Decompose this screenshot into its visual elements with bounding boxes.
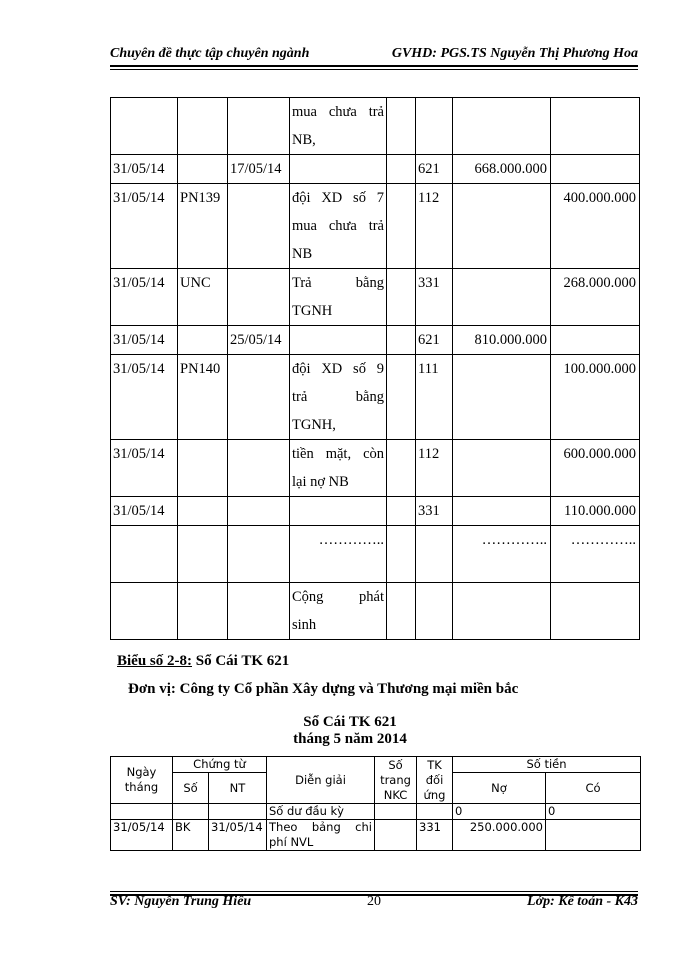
journal-date: 31/05/14 — [111, 326, 178, 355]
ledger-title: Sổ Cái TK 621 — [303, 714, 397, 730]
journal-desc-line: TGNH, — [292, 417, 336, 433]
col-voucher-header: Chứng từ — [173, 757, 267, 773]
journal-doc-no: PN140 — [178, 355, 228, 440]
col-acct-header: TK đối ứng — [417, 757, 453, 804]
ledger-page — [375, 804, 417, 820]
journal-doc-no: UNC — [178, 269, 228, 326]
journal-doc-date — [228, 440, 290, 497]
col-amount-header: Số tiền — [453, 757, 641, 773]
journal-blank — [387, 98, 416, 155]
journal-date — [111, 583, 178, 640]
journal-doc-no — [178, 526, 228, 583]
journal-acct: 111 — [416, 355, 453, 440]
journal-doc-no — [178, 583, 228, 640]
journal-desc — [290, 326, 387, 355]
journal-desc-line: NB — [292, 246, 313, 262]
ledger-table — [110, 756, 641, 851]
journal-credit: 600.000.000 — [551, 440, 640, 497]
journal-debit: 810.000.000 — [453, 326, 551, 355]
col-debit-header: Nợ — [453, 773, 546, 804]
journal-doc-date: 25/05/14 — [228, 326, 290, 355]
journal-date: 31/05/14 — [111, 184, 178, 269]
journal-debit — [453, 440, 551, 497]
ledger-debit: 250.000.000 — [453, 820, 546, 851]
journal-doc-no — [178, 497, 228, 526]
journal-debit — [453, 497, 551, 526]
header-rule — [110, 65, 638, 67]
journal-blank — [387, 583, 416, 640]
journal-debit — [453, 355, 551, 440]
journal-debit: 668.000.000 — [453, 155, 551, 184]
ledger-date: 31/05/14 — [111, 820, 173, 851]
ledger-header-row — [111, 757, 641, 773]
journal-doc-date — [228, 583, 290, 640]
journal-desc — [290, 526, 387, 583]
journal-desc-line — [292, 497, 384, 525]
journal-desc — [290, 155, 387, 184]
ledger-page — [375, 820, 417, 851]
ledger-date — [111, 804, 173, 820]
journal-blank — [387, 269, 416, 326]
col-page-header: Số trang NKC — [375, 757, 417, 804]
ledger-acct — [417, 804, 453, 820]
journal-desc-line: Cộng phát — [292, 589, 384, 605]
journal-credit — [551, 326, 640, 355]
journal-acct: 331 — [416, 269, 453, 326]
journal-row — [111, 355, 640, 440]
journal-date — [111, 98, 178, 155]
ledger-so: BK — [173, 820, 209, 851]
ledger-credit: 0 — [546, 804, 641, 820]
header-advisor: GVHD: PGS.TS Nguyễn Thị Phương Hoa — [391, 46, 638, 61]
journal-blank — [387, 440, 416, 497]
journal-desc — [290, 497, 387, 526]
journal-desc-line: mua chưa trả — [292, 104, 384, 120]
journal-row — [111, 583, 640, 640]
journal-date: 31/05/14 — [111, 355, 178, 440]
ledger-period: tháng 5 năm 2014 — [293, 731, 407, 747]
journal-doc-no — [178, 326, 228, 355]
journal-doc-no — [178, 155, 228, 184]
journal-acct: 621 — [416, 155, 453, 184]
journal-row — [111, 269, 640, 326]
ledger-desc — [267, 820, 375, 851]
journal-doc-date — [228, 98, 290, 155]
journal-desc — [290, 269, 387, 326]
journal-row — [111, 326, 640, 355]
ledger-nt — [209, 804, 267, 820]
col-so-header: Số — [173, 773, 209, 804]
journal-desc-line: Trả bằng — [292, 275, 384, 291]
journal-acct: 331 — [416, 497, 453, 526]
journal-doc-date — [228, 497, 290, 526]
journal-credit: 268.000.000 — [551, 269, 640, 326]
journal-row — [111, 497, 640, 526]
journal-date: 31/05/14 — [111, 497, 178, 526]
journal-debit — [453, 269, 551, 326]
journal-doc-no: PN139 — [178, 184, 228, 269]
journal-desc-line — [292, 155, 384, 183]
company-unit: Đơn vị: Công ty Cổ phần Xây dựng và Thương mại miền bắc — [128, 681, 519, 697]
col-credit-header: Có — [546, 773, 641, 804]
header-topic: Chuyên đề thực tập chuyên ngành — [110, 46, 310, 61]
journal-credit — [551, 98, 640, 155]
journal-row — [111, 184, 640, 269]
ledger-so — [173, 804, 209, 820]
journal-desc-line — [292, 554, 384, 582]
ledger-debit: 0 — [453, 804, 546, 820]
journal-blank — [387, 326, 416, 355]
journal-desc-line — [292, 326, 384, 354]
journal-blank — [387, 497, 416, 526]
journal-credit: ………….. — [551, 526, 640, 583]
journal-desc — [290, 440, 387, 497]
journal-table — [110, 97, 640, 640]
journal-credit — [551, 583, 640, 640]
ledger-row — [111, 804, 641, 820]
journal-row — [111, 155, 640, 184]
journal-desc — [290, 583, 387, 640]
journal-acct — [416, 98, 453, 155]
journal-desc — [290, 355, 387, 440]
journal-date — [111, 526, 178, 583]
journal-desc-line: ………….. — [318, 532, 384, 548]
journal-row — [111, 526, 640, 583]
journal-credit: 100.000.000 — [551, 355, 640, 440]
journal-acct: 112 — [416, 440, 453, 497]
journal-blank — [387, 526, 416, 583]
ledger-desc: Số dư đầu kỳ — [267, 804, 375, 820]
journal-desc-line: TGNH — [292, 303, 333, 319]
page-number: 20 — [367, 894, 381, 909]
ledger-nt: 31/05/14 — [209, 820, 267, 851]
journal-doc-date — [228, 526, 290, 583]
journal-debit — [453, 98, 551, 155]
journal-date: 31/05/14 — [111, 269, 178, 326]
journal-credit: 400.000.000 — [551, 184, 640, 269]
col-desc-header: Diễn giải — [267, 757, 375, 804]
journal-doc-date — [228, 184, 290, 269]
journal-acct — [416, 526, 453, 583]
col-nt-header: NT — [209, 773, 267, 804]
footer-student: SV: Nguyễn Trung Hiếu — [110, 894, 252, 909]
journal-date: 31/05/14 — [111, 155, 178, 184]
journal-doc-date — [228, 269, 290, 326]
journal-desc-line: trả bằng — [292, 389, 384, 405]
journal-desc-line: sinh — [292, 617, 317, 633]
journal-blank — [387, 355, 416, 440]
ledger-credit — [546, 820, 641, 851]
journal-desc-line: mua chưa trả — [292, 218, 384, 234]
section-label-number: Biểu số 2-8: — [117, 653, 192, 669]
journal-row — [111, 440, 640, 497]
journal-desc-line: đội XD số 7 — [292, 190, 384, 206]
journal-blank — [387, 155, 416, 184]
journal-debit: ………….. — [453, 526, 551, 583]
ledger-desc-line: Theo bảng chi — [269, 820, 372, 834]
journal-desc-line: lại nợ NB — [292, 474, 349, 490]
ledger-desc-line: phí NVL — [269, 835, 314, 849]
journal-row — [111, 98, 640, 155]
journal-credit: 110.000.000 — [551, 497, 640, 526]
journal-date: 31/05/14 — [111, 440, 178, 497]
header-rule-thin — [110, 69, 638, 70]
ledger-row — [111, 820, 641, 851]
journal-acct: 621 — [416, 326, 453, 355]
journal-doc-date: 17/05/14 — [228, 155, 290, 184]
col-date-header: Ngày tháng — [111, 757, 173, 804]
ledger-acct: 331 — [417, 820, 453, 851]
journal-acct — [416, 583, 453, 640]
journal-desc — [290, 98, 387, 155]
journal-doc-date — [228, 355, 290, 440]
journal-debit — [453, 184, 551, 269]
journal-desc-line: đội XD số 9 — [292, 361, 384, 377]
journal-desc — [290, 184, 387, 269]
section-label-title: Sổ Cái TK 621 — [192, 653, 290, 669]
journal-desc-line: NB, — [292, 132, 316, 148]
journal-desc-line: tiền mặt, còn — [292, 446, 384, 462]
journal-credit — [551, 155, 640, 184]
footer-class: Lớp: Kế toán - K43 — [527, 894, 638, 909]
journal-blank — [387, 184, 416, 269]
journal-doc-no — [178, 98, 228, 155]
footer-rule-thin — [110, 891, 638, 892]
journal-acct: 112 — [416, 184, 453, 269]
journal-debit — [453, 583, 551, 640]
section-label — [117, 653, 289, 670]
journal-doc-no — [178, 440, 228, 497]
